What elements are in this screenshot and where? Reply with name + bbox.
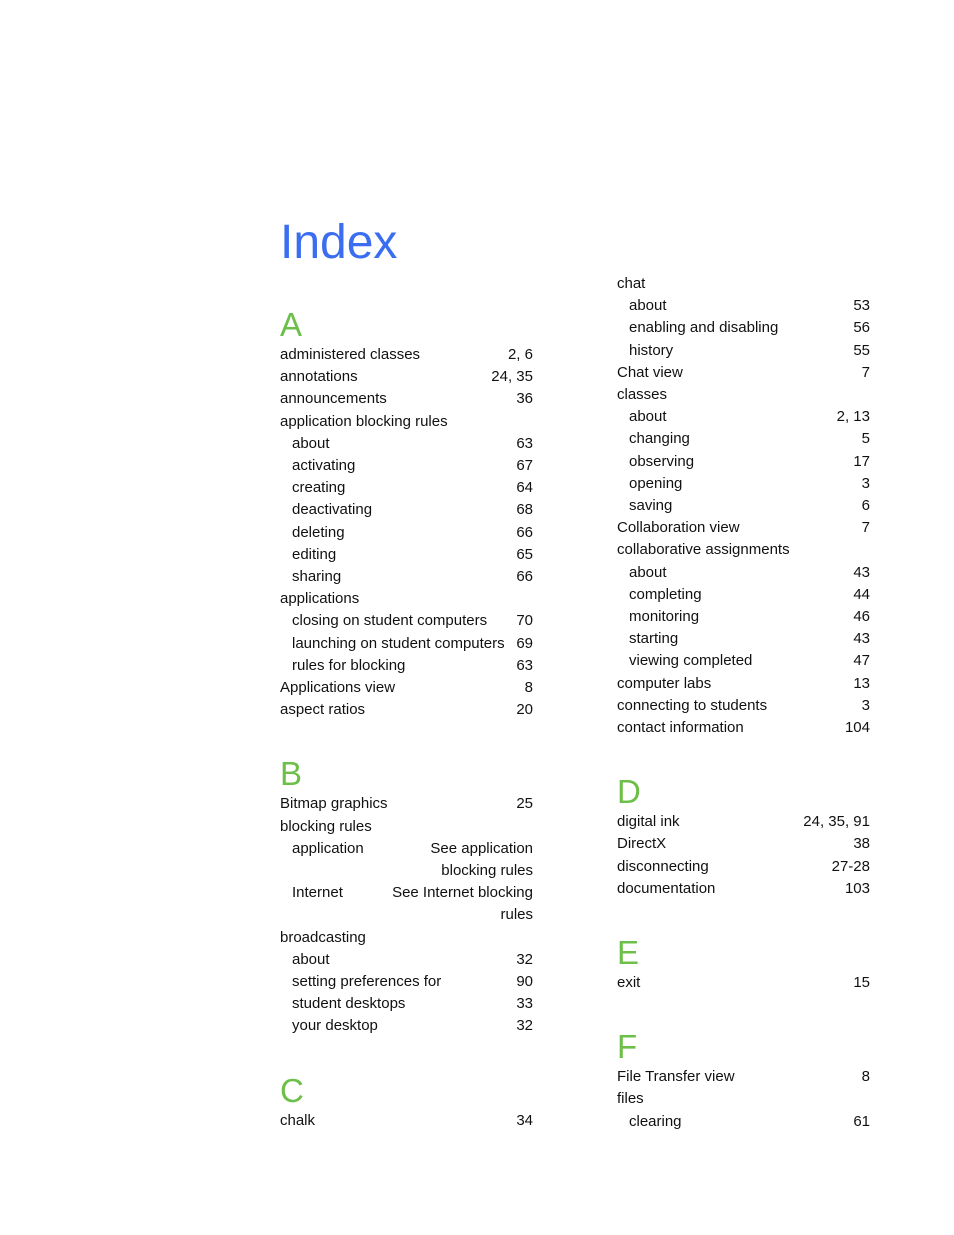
entry-term: computer labs bbox=[617, 674, 712, 692]
entry-term: clearing bbox=[629, 1112, 682, 1130]
index-column-right bbox=[617, 273, 870, 1167]
entry-term: deleting bbox=[292, 523, 345, 541]
entry-page-ref: See Internet blocking rules bbox=[392, 884, 533, 924]
entry-term: blocking rules bbox=[280, 817, 372, 835]
entry-term: documentation bbox=[617, 879, 716, 897]
entry-page-ref: 2, 13 bbox=[836, 408, 870, 426]
entry-page-ref: 38 bbox=[853, 835, 870, 853]
index-subentry bbox=[280, 522, 533, 544]
entry-term: closing on student computers bbox=[292, 612, 488, 630]
index-entry bbox=[280, 677, 533, 699]
entry-term: about bbox=[629, 297, 667, 315]
entry-term: exit bbox=[617, 974, 641, 992]
index-subentry bbox=[617, 473, 870, 495]
index-entry bbox=[617, 878, 870, 900]
entry-page-ref: 2, 6 bbox=[507, 346, 533, 363]
index-section bbox=[617, 773, 870, 900]
entry-term: student desktops bbox=[292, 995, 406, 1013]
index-subentry bbox=[280, 455, 533, 477]
entry-term: sharing bbox=[292, 568, 342, 586]
index-subentry bbox=[617, 562, 870, 584]
index-column-left bbox=[280, 306, 533, 1166]
index-entry bbox=[280, 793, 533, 815]
entry-term: Internet bbox=[292, 884, 343, 902]
entry-term: disconnecting bbox=[617, 857, 709, 875]
entry-term: setting preferences for bbox=[292, 973, 442, 991]
entry-page-ref: 56 bbox=[853, 319, 870, 337]
index-entry bbox=[280, 588, 533, 610]
index-entry bbox=[280, 699, 533, 721]
entry-term: aspect ratios bbox=[280, 701, 366, 719]
index-section bbox=[280, 306, 533, 721]
entry-term: your desktop bbox=[292, 1017, 378, 1035]
entry-page-ref: 70 bbox=[516, 612, 533, 630]
entry-term: enabling and disabling bbox=[629, 319, 779, 337]
index-entry bbox=[617, 833, 870, 855]
section-letter: B bbox=[280, 755, 303, 793]
index-entry bbox=[617, 972, 870, 994]
entry-term: about bbox=[292, 434, 330, 452]
entry-term: applications bbox=[280, 590, 360, 608]
entry-term: Bitmap graphics bbox=[280, 795, 388, 813]
entry-page-ref: 6 bbox=[861, 497, 870, 515]
index-entry bbox=[280, 388, 533, 410]
entry-page-ref: 3 bbox=[861, 696, 870, 714]
entry-term: about bbox=[292, 950, 330, 968]
index-subentry bbox=[617, 1111, 870, 1133]
index-entry bbox=[617, 539, 870, 561]
entry-term: application bbox=[292, 839, 364, 857]
index-section bbox=[280, 1072, 533, 1132]
entry-term: File Transfer view bbox=[617, 1068, 735, 1086]
index-entry bbox=[280, 411, 533, 433]
entry-page-ref: 68 bbox=[516, 501, 533, 519]
entry-page-ref: 53 bbox=[853, 297, 870, 315]
entry-term: about bbox=[629, 408, 667, 426]
index-subentry bbox=[280, 633, 533, 655]
entry-term: launching on student computers bbox=[292, 634, 505, 652]
index-subentry bbox=[280, 566, 533, 588]
entry-page-ref: 36 bbox=[516, 390, 533, 408]
entry-term: activating bbox=[292, 457, 356, 475]
entry-page-ref: 32 bbox=[516, 950, 533, 968]
entry-term: broadcasting bbox=[280, 928, 366, 946]
entry-term: digital ink bbox=[617, 813, 680, 831]
entry-page-ref: 55 bbox=[853, 341, 870, 359]
entry-page-ref: 24, 35 bbox=[491, 368, 533, 386]
entry-term: announcements bbox=[280, 390, 387, 408]
entry-page-ref: 8 bbox=[861, 1068, 870, 1086]
entry-page-ref: 34 bbox=[516, 1111, 533, 1129]
entry-term: administered classes bbox=[280, 346, 421, 363]
entry-page-ref: 24, 35, 91 bbox=[803, 813, 870, 831]
index-section bbox=[280, 755, 533, 1037]
index-subentry bbox=[280, 433, 533, 455]
index-subentry bbox=[617, 295, 870, 317]
index-subentry bbox=[617, 406, 870, 428]
entry-term: files bbox=[617, 1090, 644, 1108]
index-subentry bbox=[280, 499, 533, 521]
index-entry bbox=[617, 811, 870, 833]
entry-page-ref: 44 bbox=[853, 585, 870, 603]
entry-page-ref: 69 bbox=[516, 634, 533, 652]
entry-page-ref: 32 bbox=[516, 1017, 533, 1035]
entry-term: chalk bbox=[280, 1111, 316, 1129]
entry-page-ref: 8 bbox=[524, 679, 533, 697]
index-entry bbox=[617, 517, 870, 539]
index-subentry bbox=[617, 584, 870, 606]
entry-page-ref: 7 bbox=[861, 363, 870, 381]
section-letter: F bbox=[617, 1028, 638, 1066]
index-subentry bbox=[280, 477, 533, 499]
entry-page-ref: 63 bbox=[516, 656, 533, 674]
entry-term: opening bbox=[629, 474, 683, 492]
index-entry bbox=[617, 856, 870, 878]
section-letter: C bbox=[280, 1071, 304, 1109]
entry-page-ref: 63 bbox=[516, 434, 533, 452]
entry-page-ref: 65 bbox=[516, 545, 533, 563]
index-subentry bbox=[280, 838, 533, 882]
entry-page-ref: 64 bbox=[516, 479, 533, 497]
index-entry bbox=[617, 273, 870, 295]
entry-term: starting bbox=[629, 630, 679, 648]
index-subentry bbox=[617, 495, 870, 517]
index-subentry bbox=[280, 971, 533, 993]
entry-term: Collaboration view bbox=[617, 519, 740, 537]
index-subentry bbox=[617, 317, 870, 339]
entry-term: connecting to students bbox=[617, 696, 768, 714]
entry-term: contact information bbox=[617, 719, 744, 737]
index-subentry bbox=[617, 451, 870, 473]
entry-term: monitoring bbox=[629, 608, 700, 626]
index-section bbox=[617, 934, 870, 994]
entry-term: rules for blocking bbox=[292, 656, 406, 674]
entry-page-ref: 25 bbox=[516, 795, 533, 813]
entry-term: editing bbox=[292, 545, 337, 563]
entry-page-ref: 5 bbox=[861, 430, 870, 448]
entry-page-ref: 90 bbox=[516, 973, 533, 991]
index-entry bbox=[280, 344, 533, 366]
index-subentry bbox=[280, 949, 533, 971]
entry-page-ref: 66 bbox=[516, 523, 533, 541]
entry-term: about bbox=[629, 563, 667, 581]
index-subentry bbox=[617, 628, 870, 650]
entry-term: Chat view bbox=[617, 363, 683, 381]
entry-term: classes bbox=[617, 386, 668, 404]
entry-page-ref: 15 bbox=[853, 974, 870, 992]
index-subentry bbox=[280, 993, 533, 1015]
section-letter: D bbox=[617, 773, 641, 811]
entry-term: saving bbox=[629, 497, 673, 515]
entry-term: Applications view bbox=[280, 679, 396, 697]
entry-term: completing bbox=[629, 585, 702, 603]
index-subentry bbox=[617, 606, 870, 628]
index-subentry bbox=[617, 428, 870, 450]
entry-page-ref: 3 bbox=[861, 474, 870, 492]
entry-term: DirectX bbox=[617, 835, 667, 853]
index-subentry bbox=[280, 610, 533, 632]
entry-page-ref: 43 bbox=[853, 630, 870, 648]
index-entry bbox=[617, 695, 870, 717]
index-subentry bbox=[280, 882, 533, 926]
index-entry bbox=[617, 673, 870, 695]
index-subentry bbox=[280, 544, 533, 566]
index-entry bbox=[280, 1110, 533, 1132]
entry-page-ref: 47 bbox=[853, 652, 870, 670]
entry-term: deactivating bbox=[292, 501, 373, 519]
entry-page-ref: 43 bbox=[853, 563, 870, 581]
section-letter: E bbox=[617, 934, 640, 972]
index-entry bbox=[617, 1088, 870, 1110]
entry-page-ref: 103 bbox=[844, 879, 870, 897]
entry-page-ref: 27-28 bbox=[831, 857, 870, 875]
index-entry bbox=[617, 362, 870, 384]
entry-term: chat bbox=[617, 275, 646, 292]
index-entry bbox=[617, 717, 870, 739]
index-subentry bbox=[280, 655, 533, 677]
entry-term: history bbox=[629, 341, 674, 359]
entry-term: viewing completed bbox=[629, 652, 753, 670]
index-subentry bbox=[280, 1015, 533, 1037]
index-subentry bbox=[617, 340, 870, 362]
index-entry bbox=[280, 927, 533, 949]
entry-page-ref: 13 bbox=[853, 674, 870, 692]
entry-term: collaborative assignments bbox=[617, 541, 790, 559]
entry-page-ref: 33 bbox=[516, 995, 533, 1013]
index-section bbox=[617, 1028, 870, 1133]
entry-page-ref: 17 bbox=[853, 452, 870, 470]
entry-term: observing bbox=[629, 452, 695, 470]
entry-page-ref: See application blocking rules bbox=[430, 839, 533, 880]
entry-page-ref: 7 bbox=[861, 519, 870, 537]
entry-page-ref: 104 bbox=[844, 719, 870, 737]
page-title: Index bbox=[280, 216, 398, 270]
entry-term: creating bbox=[292, 479, 346, 497]
entry-page-ref: 46 bbox=[853, 608, 870, 626]
entry-page-ref: 61 bbox=[853, 1112, 870, 1130]
entry-term: annotations bbox=[280, 368, 358, 386]
section-letter: A bbox=[280, 306, 303, 343]
entry-page-ref: 66 bbox=[516, 568, 533, 586]
index-entry bbox=[280, 366, 533, 388]
index-entry bbox=[617, 1066, 870, 1088]
entry-page-ref: 20 bbox=[516, 701, 533, 719]
entry-page-ref: 67 bbox=[516, 457, 533, 475]
index-entry bbox=[280, 816, 533, 838]
index-section bbox=[617, 273, 870, 739]
entry-term: application blocking rules bbox=[280, 412, 448, 430]
index-entry bbox=[617, 384, 870, 406]
entry-term: changing bbox=[629, 430, 690, 448]
index-subentry bbox=[617, 650, 870, 672]
